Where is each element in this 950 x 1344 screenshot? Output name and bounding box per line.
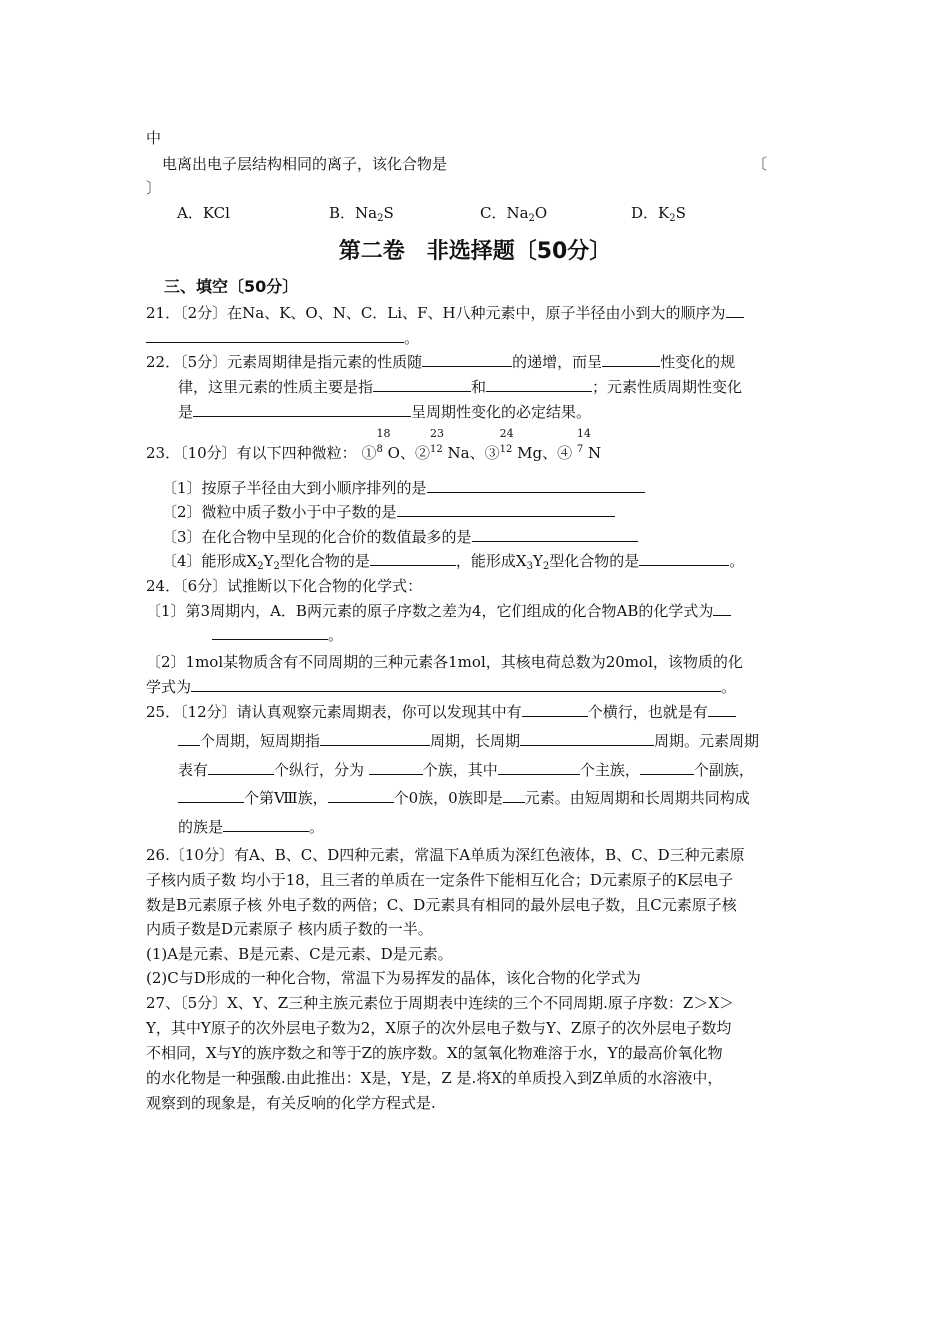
- q22-line-2: 律，这里元素的性质主要是指 和 ；元素性质周期性变化: [178, 378, 743, 396]
- q27-line-5: 观察到的现象是，有关反响的化学方程式是.: [146, 1094, 436, 1112]
- q26-line-1: 26.〔10分〕有A、B、C、D四种元素，常温下A单质为深红色液体，B、C、D三种元素原: [146, 846, 745, 864]
- q25-line-1: 25．〔12分〕请认真观察元素周期表，你可以发现其中有 个横行，也就是有: [146, 702, 736, 722]
- section3-heading: 三、填空〔50分〕: [164, 277, 299, 296]
- q24-head: 24．〔6分〕试推断以下化合物的化学式：: [146, 577, 423, 595]
- q21-line-2: 。: [146, 328, 419, 348]
- q26-line-5: (1)A是元素、B是元素、C是元素、D是元素。: [146, 945, 453, 963]
- q26-line-2: 子核内质子数 均小于18，且三者的单质在一定条件下能相互化合；D元素原子的K层电子: [146, 871, 734, 889]
- q20-option-a: A．KCl: [177, 204, 230, 222]
- q26-line-6: (2)C与D形成的一种化合物，常温下为易挥发的晶体，该化合物的化学式为: [146, 969, 641, 987]
- q26-line-3: 数是B元素原子核 外电子数的两倍；C、D元素具有相同的最外层电子数，且C元素原子核: [146, 896, 737, 914]
- q23-line: 23．〔10分〕有以下四种微粒： ① 18 $^8$ O、② 23 $^{12}$ Na、③ 24 $^{12}$ Mg、④ 14 $^7$ N: [146, 427, 602, 462]
- q27-line-3: 不相同，X与Y的族序数之和等于Z的族序数。X的氢氧化物难溶于水，Y的最高价氧化物: [146, 1044, 723, 1062]
- q25-line-2: 个周期，短周期指 周期，长周期 周期。元素周期: [178, 731, 759, 751]
- q27-line-2: Y，其中Y原子的次外层电子数为2，X原子的次外层电子数与Y、Z原子的次外层电子数均: [146, 1019, 732, 1037]
- q23-sub-2: 〔2〕微粒中质子数小于中子数的是: [162, 502, 615, 522]
- q20-line-2: 电离出电子层结构相同的离子，该化合物是: [162, 155, 448, 173]
- q23-sub-3: 〔3〕在化合物中呈现的化合价的数值最多的是: [162, 527, 638, 547]
- q22-line-1: 22．〔5分〕元素周期律是指元素的性质随 的递增，而呈 性变化的规: [146, 353, 736, 371]
- q23-sub-1: 〔1〕按原子半径由大到小顺序排列的是: [162, 478, 645, 498]
- q26-line-4: 内质子数是D元素原子 核内质子数的一半。: [146, 920, 433, 938]
- q20-option-d: D．$K_2S$: [631, 204, 686, 224]
- q27-line-1: 27、〔5分〕X、Y、Z三种主族元素位于周期表中连续的三个不同周期.原子序数：Z＞X＞: [146, 994, 735, 1012]
- q25-line-3: 表有 个纵行，分为 个族，其中 个主族， 个副族，: [178, 761, 754, 779]
- q20-option-b: B．$Na_2S$: [329, 204, 394, 224]
- q21-line-1: 21．〔2分〕在Na、K、O、N、C．Li、F、H八种元素中，原子半径由小到大的顺序为: [146, 303, 744, 323]
- q25-line-5: 的族是 。: [178, 818, 325, 836]
- q24-part-2: 〔2〕1mol某物质含有不同周期的三种元素各1mol，其核电荷总数为20mol，该物质的化: [146, 653, 743, 671]
- q25-line-4: 个第Ⅷ族， 个0族，0族即是 元素。由短周期和长周期共同构成: [178, 788, 750, 808]
- q24-part-1-cont: 。: [212, 625, 343, 645]
- q27-line-4: 的水化物是一种强酸.由此推出：X是，Y是，Z 是.将X的单质投入到Z单质的水溶液中，: [146, 1069, 723, 1087]
- q20-option-c: C．$Na_2O$: [480, 204, 548, 224]
- q20-bracket-open: 〔: [752, 155, 768, 173]
- part2-title: 第二卷 非选择题〔50分〕: [338, 239, 612, 264]
- q22-line-3: 是 呈周期性变化的必定结果。: [178, 403, 592, 421]
- q24-part-1: 〔1〕第3周期内，A．B两元素的原子序数之差为4，它们组成的化合物AB的化学式为: [146, 601, 731, 621]
- q20-line-1: 中: [146, 129, 162, 147]
- q24-part-2-cont: 学式为 。: [146, 678, 737, 696]
- q23-sub-4: 〔4〕能形成$X_2Y_2$型化合物的是 ，能形成$X_3Y_2$型化合物的是 。: [162, 552, 745, 572]
- q20-bracket-close: 〕: [146, 179, 162, 197]
